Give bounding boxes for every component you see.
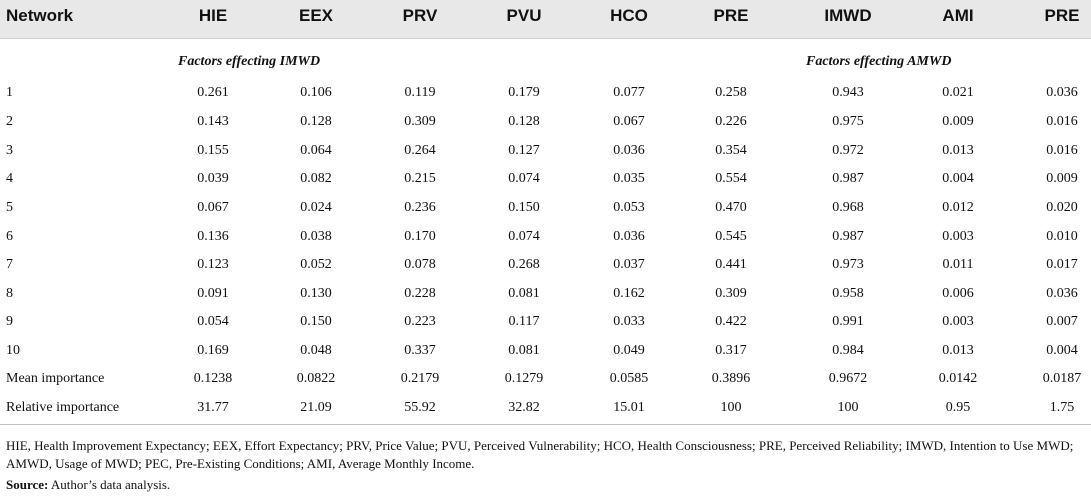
- table-cell: 0.0187: [1042, 371, 1082, 386]
- table-cell: 31.77: [197, 400, 229, 415]
- table-cell: 0.422: [715, 314, 747, 329]
- table-cell: 0.127: [508, 143, 540, 158]
- table-cell: 21.09: [300, 400, 332, 415]
- table-cell: 0.554: [715, 171, 747, 186]
- table-cell: 0.081: [508, 343, 540, 358]
- row-label: 5: [6, 200, 13, 215]
- table-row: [0, 222, 1091, 251]
- table-row: [0, 193, 1091, 222]
- table-cell: 0.003: [942, 314, 974, 329]
- table-cell: 0.261: [197, 85, 229, 100]
- table-cell: 0.258: [715, 85, 747, 100]
- table-cell: 0.130: [300, 286, 332, 301]
- table-cell: 0.035: [613, 171, 645, 186]
- row-label: 1: [6, 85, 13, 100]
- table-cell: 55.92: [404, 400, 436, 415]
- row-label: Relative importance: [6, 400, 120, 415]
- table-cell: 0.264: [404, 143, 436, 158]
- header-hco: HCO: [610, 6, 648, 25]
- table-cell: 0.009: [1046, 171, 1078, 186]
- header-pre: PRE: [713, 6, 749, 25]
- table-cell: 0.123: [197, 257, 229, 272]
- table-cell: 0.003: [942, 229, 974, 244]
- source-label: Source:: [6, 477, 49, 492]
- table-cell: 0.067: [197, 200, 229, 215]
- table-cell: 0.545: [715, 229, 747, 244]
- header-hie: HIE: [198, 6, 228, 25]
- table-cell: 0.038: [300, 229, 332, 244]
- table-cell: 0.958: [832, 286, 864, 301]
- table-cell: 0.987: [832, 171, 864, 186]
- row-label: Mean importance: [6, 371, 105, 386]
- table-cell: 0.991: [832, 314, 864, 329]
- table-cell: 0.128: [300, 114, 332, 129]
- row-label: 3: [6, 143, 13, 158]
- table-cell: 0.007: [1046, 314, 1078, 329]
- row-label: 6: [6, 229, 13, 244]
- row-label: 2: [6, 114, 13, 129]
- table-cell: 0.117: [508, 314, 540, 329]
- table-cell: 0.067: [613, 114, 645, 129]
- table-row: [0, 78, 1091, 107]
- subheader-imwd: Factors effecting IMWD: [178, 54, 321, 69]
- row-label: 7: [6, 257, 13, 272]
- table-cell: 0.0822: [296, 371, 336, 386]
- table-footnote: HIE, Health Improvement Expectancy; EEX, Effort Expectancy; PRV, Price Value; PVU, Perceived Vulnerability; HCO, Health Consciousness; PRE, Perceived Reliability; IMWD, Intention to Use MWD; AMWD, Usage of MWD; PEC, Pre-Existing Conditions; AMI, Average Monthly Income.: [6, 438, 1074, 471]
- table-cell: 0.215: [404, 171, 436, 186]
- table-cell: 100: [837, 400, 859, 415]
- header-imwd: IMWD: [824, 6, 872, 25]
- table-cell: 0.020: [1046, 200, 1078, 215]
- table-cell: 0.984: [832, 343, 864, 358]
- table-cell: 0.3896: [711, 371, 751, 386]
- table-row: [0, 336, 1091, 365]
- table-cell: 0.943: [832, 85, 864, 100]
- table-cell: 0.128: [508, 114, 540, 129]
- header-eex: EEX: [298, 6, 334, 25]
- table-cell: 0.053: [613, 200, 645, 215]
- table-cell: 0.004: [1046, 343, 1078, 358]
- table-cell: 0.012: [942, 200, 974, 215]
- table-row: [0, 307, 1091, 336]
- table-cell: 0.1279: [504, 371, 544, 386]
- table-cell: 0.309: [715, 286, 747, 301]
- table-cell: 0.052: [300, 257, 332, 272]
- table-cell: 0.0142: [938, 371, 978, 386]
- table-cell: 0.968: [832, 200, 864, 215]
- table-cell: 0.081: [508, 286, 540, 301]
- table-cell: 0.162: [613, 286, 645, 301]
- table-cell: 0.082: [300, 171, 332, 186]
- table-cell: 0.975: [832, 114, 864, 129]
- table-cell: 0.048: [300, 343, 332, 358]
- table-header-row: [0, 0, 1091, 39]
- table-cell: 0.037: [613, 257, 645, 272]
- table-cell: 0.268: [508, 257, 540, 272]
- table-cell: 0.170: [404, 229, 436, 244]
- table-cell: 0.064: [300, 143, 332, 158]
- table-cell: 0.9672: [828, 371, 868, 386]
- table-cell: 0.95: [945, 400, 971, 415]
- table-cell: 0.054: [197, 314, 229, 329]
- table-cell: 0.049: [613, 343, 645, 358]
- table-cell: 1.75: [1049, 400, 1075, 415]
- table-cell: 0.106: [300, 85, 332, 100]
- row-label: 9: [6, 314, 13, 329]
- table-cell: 0.011: [942, 257, 974, 272]
- table-cell: 0.074: [508, 229, 540, 244]
- header-pre-2: PRE: [1044, 6, 1080, 25]
- table-row: [0, 136, 1091, 165]
- table-row: [0, 107, 1091, 136]
- table-cell: 0.036: [613, 229, 645, 244]
- row-label: 10: [6, 343, 20, 358]
- table-cell: 0.021: [942, 85, 974, 100]
- row-label: 8: [6, 286, 13, 301]
- source-text: Author’s data analysis.: [48, 477, 171, 492]
- table-cell: 0.016: [1046, 114, 1078, 129]
- table-cell: 0.236: [404, 200, 436, 215]
- table-cell: 0.228: [404, 286, 436, 301]
- table-cell: 0.169: [197, 343, 229, 358]
- table-cell: 0.223: [404, 314, 436, 329]
- table-cell: 0.013: [942, 343, 974, 358]
- table-row: [0, 364, 1091, 393]
- table-cell: 0.004: [942, 171, 974, 186]
- table-row: [0, 279, 1091, 308]
- table-cell: 15.01: [613, 400, 645, 415]
- header-pvu: PVU: [506, 6, 542, 25]
- table-cell: 0.036: [613, 143, 645, 158]
- table-bottom-rule: [0, 424, 1091, 425]
- table-cell: 0.2179: [400, 371, 440, 386]
- table-cell: 0.150: [300, 314, 332, 329]
- table-cell: 0.155: [197, 143, 229, 158]
- table-row: [0, 393, 1091, 422]
- table-cell: 0.017: [1046, 257, 1078, 272]
- table-cell: 0.987: [832, 229, 864, 244]
- table-cell: 0.016: [1046, 143, 1078, 158]
- table-cell: 32.82: [508, 400, 540, 415]
- table-row: [0, 250, 1091, 279]
- row-label: 4: [6, 171, 13, 186]
- table-cell: 0.009: [942, 114, 974, 129]
- table-cell: 0.317: [715, 343, 747, 358]
- table-cell: 100: [720, 400, 742, 415]
- table-cell: 0.119: [404, 85, 436, 100]
- table-cell: 0.010: [1046, 229, 1078, 244]
- table-cell: 0.077: [613, 85, 645, 100]
- table-cell: 0.039: [197, 171, 229, 186]
- table-cell: 0.150: [508, 200, 540, 215]
- table-cell: 0.006: [942, 286, 974, 301]
- table-cell: 0.0585: [609, 371, 649, 386]
- header-ami: AMI: [942, 6, 974, 25]
- table-cell: 0.074: [508, 171, 540, 186]
- table-cell: 0.973: [832, 257, 864, 272]
- table-cell: 0.033: [613, 314, 645, 329]
- table-cell: 0.337: [404, 343, 436, 358]
- table-cell: 0.091: [197, 286, 229, 301]
- table-cell: 0.136: [197, 229, 229, 244]
- table-cell: 0.309: [404, 114, 436, 129]
- table-cell: 0.179: [508, 85, 540, 100]
- table-source: [6, 476, 1084, 494]
- table-cell: 0.143: [197, 114, 229, 129]
- table-cell: 0.441: [715, 257, 747, 272]
- table-cell: 0.024: [300, 200, 332, 215]
- table-cell: 0.226: [715, 114, 747, 129]
- subheader-amwd: Factors effecting AMWD: [806, 54, 952, 69]
- table-cell: 0.036: [1046, 85, 1078, 100]
- table-cell: 0.036: [1046, 286, 1078, 301]
- table-cell: 0.078: [404, 257, 436, 272]
- table-cell: 0.013: [942, 143, 974, 158]
- table-cell: 0.1238: [193, 371, 233, 386]
- table-cell: 0.470: [715, 200, 747, 215]
- table-cell: 0.972: [832, 143, 864, 158]
- header-network: Network: [6, 6, 74, 25]
- table-cell: 0.354: [715, 143, 747, 158]
- table-row: [0, 164, 1091, 193]
- header-prv: PRV: [402, 6, 438, 25]
